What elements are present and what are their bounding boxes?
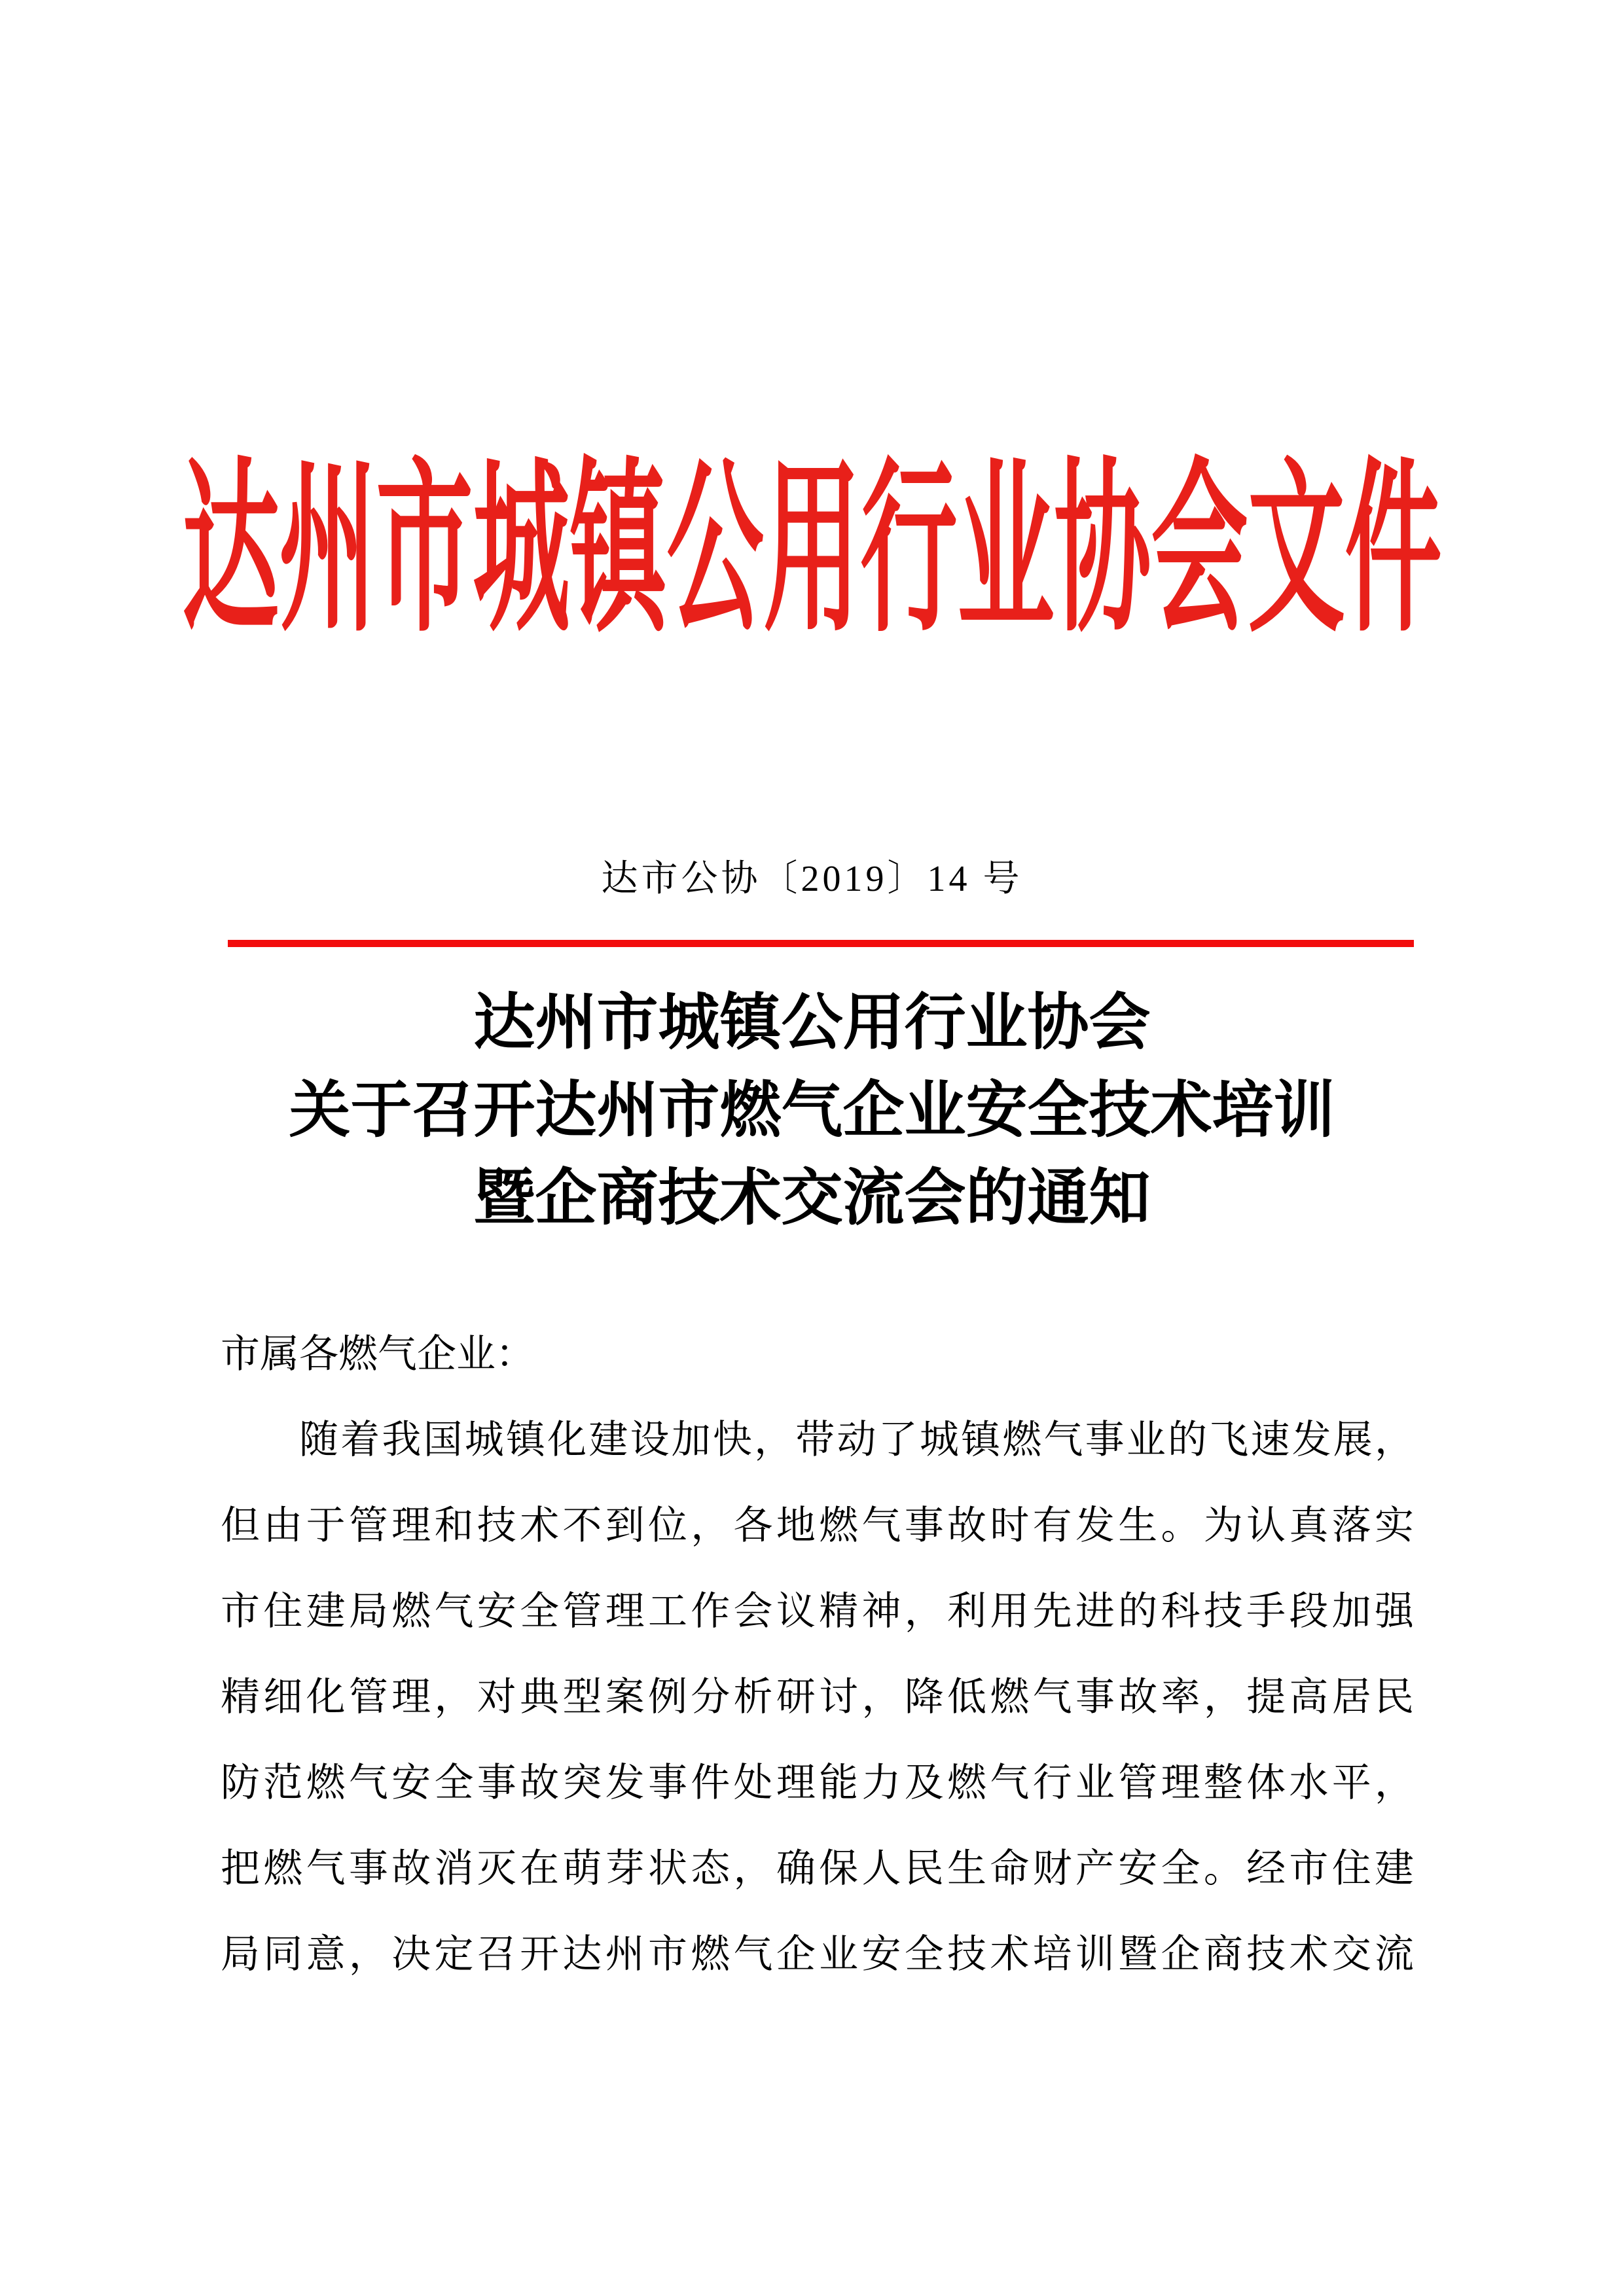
paragraph-line: 防范燃气安全事故突发事件处理能力及燃气行业管理整体水平， [221, 1761, 1414, 1804]
document-number: 达市公协〔2019〕14 号 [601, 859, 1023, 899]
paragraph-line: 局同意，决定召开达州市燃气企业安全技术培训暨企商技术交流 [221, 1933, 1414, 1976]
salutation-line: 市属各燃气企业： [221, 1333, 535, 1376]
paragraph-line: 把燃气事故消灭在萌芽状态，确保人民生命财产安全。经市住建 [221, 1847, 1414, 1890]
red-letterhead-banner [0, 450, 1624, 653]
paragraph-line: 随着我国城镇化建设加快，带动了城镇燃气事业的飞速发展， [299, 1418, 1414, 1462]
document-title [0, 979, 1624, 1242]
title-line-2: 关于召开达州市燃气企业安全技术培训 [289, 1077, 1335, 1145]
letterhead-title: 达州市城镇公用行业协会文件 [182, 448, 1442, 655]
paragraph-line: 但由于管理和技术不到位，各地燃气事故时有发生。为认真落实 [221, 1504, 1414, 1547]
paragraph-line: 精细化管理，对典型案例分析研讨，降低燃气事故率，提高居民 [221, 1676, 1414, 1719]
title-line-3: 暨企商技术交流会的通知 [473, 1164, 1151, 1232]
red-divider-line [228, 940, 1414, 947]
document-body [221, 1312, 1414, 1998]
title-line-1: 达州市城镇公用行业协会 [473, 989, 1151, 1057]
paragraph-line: 市住建局燃气安全管理工作会议精神，利用先进的科技手段加强 [221, 1590, 1414, 1633]
